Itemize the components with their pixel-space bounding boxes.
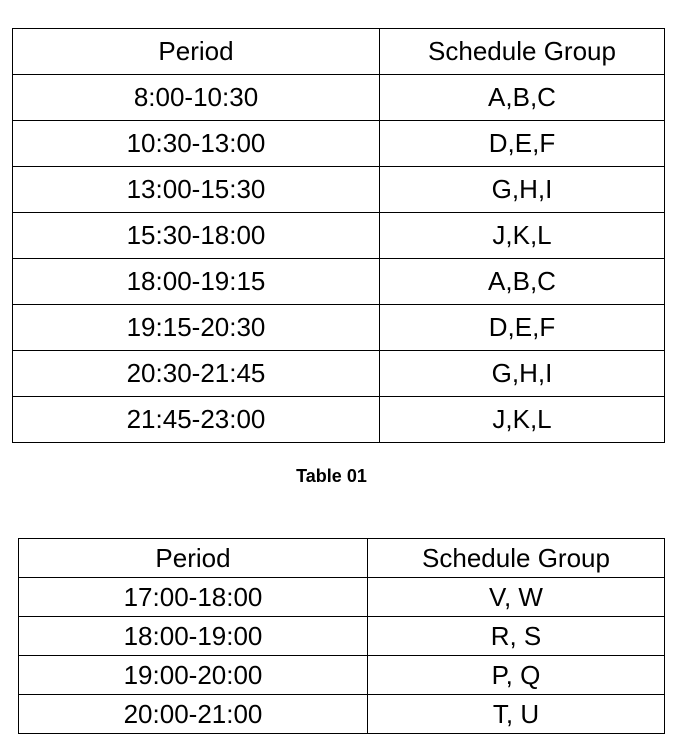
table-row [13, 121, 665, 167]
period-cell: 20:00-21:00 [19, 695, 368, 734]
schedule-group-cell: P, Q [368, 656, 665, 695]
table-row [19, 617, 665, 656]
schedule-group-cell: R, S [368, 617, 665, 656]
period-cell: 8:00-10:30 [13, 75, 380, 121]
column-header-period: Period [13, 29, 380, 75]
table-row [13, 351, 665, 397]
table-row [13, 397, 665, 443]
schedule-group-cell: T, U [368, 695, 665, 734]
schedule-group-cell: V, W [368, 578, 665, 617]
table-row [13, 75, 665, 121]
period-cell: 20:30-21:45 [13, 351, 380, 397]
table-row [13, 305, 665, 351]
period-cell: 18:00-19:00 [19, 617, 368, 656]
schedule-group-cell: A,B,C [380, 259, 665, 305]
period-cell: 10:30-13:00 [13, 121, 380, 167]
table-row [19, 656, 665, 695]
schedule-group-cell: A,B,C [380, 75, 665, 121]
column-header-period: Period [19, 539, 368, 578]
schedule-group-cell: D,E,F [380, 121, 665, 167]
table-header-row [19, 539, 665, 578]
table-row [19, 695, 665, 734]
period-cell: 19:00-20:00 [19, 656, 368, 695]
period-cell: 13:00-15:30 [13, 167, 380, 213]
schedule-group-cell: D,E,F [380, 305, 665, 351]
schedule-group-cell: J,K,L [380, 213, 665, 259]
table-row [13, 213, 665, 259]
schedule-table-1 [12, 28, 665, 443]
column-header-schedule-group: Schedule Group [380, 29, 665, 75]
table-header-row [13, 29, 665, 75]
schedule-table-2 [18, 538, 665, 734]
period-cell: 21:45-23:00 [13, 397, 380, 443]
period-cell: 19:15-20:30 [13, 305, 380, 351]
table-caption: Table 01 [296, 466, 367, 486]
period-cell: 17:00-18:00 [19, 578, 368, 617]
schedule-group-cell: G,H,I [380, 167, 665, 213]
column-header-schedule-group: Schedule Group [368, 539, 665, 578]
schedule-group-cell: J,K,L [380, 397, 665, 443]
table-row [13, 167, 665, 213]
table-row [13, 259, 665, 305]
schedule-group-cell: G,H,I [380, 351, 665, 397]
table-row [19, 578, 665, 617]
period-cell: 18:00-19:15 [13, 259, 380, 305]
period-cell: 15:30-18:00 [13, 213, 380, 259]
